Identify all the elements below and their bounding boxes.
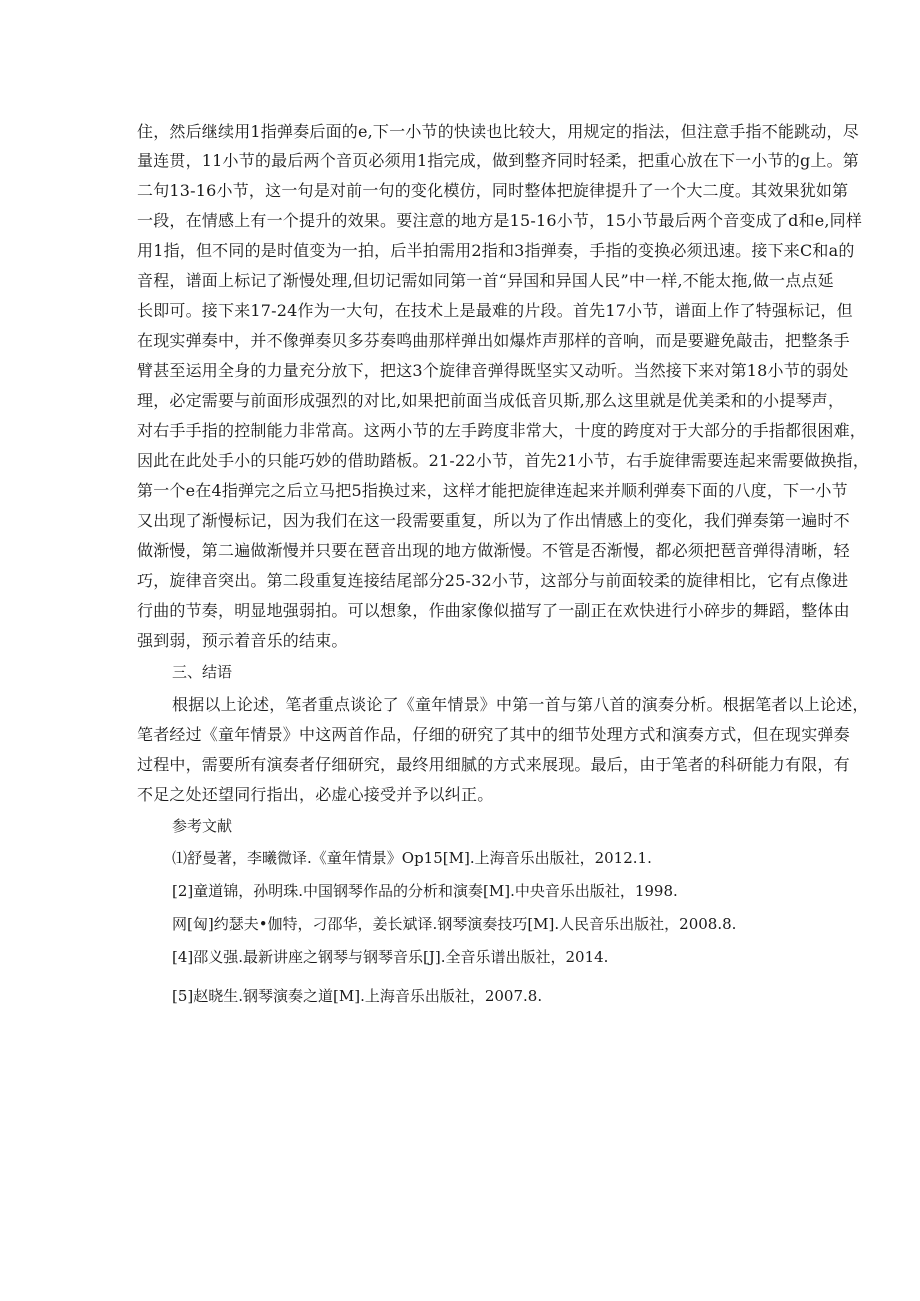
reference-item: ⑴舒曼著，李曦微译.《童年情景》Op15[M].上海音乐出版社，2012.1. bbox=[172, 849, 652, 867]
reference-item: [4]邵义强.最新讲座之钢琴与钢琴音乐[J].全音乐谱出版社，2014. bbox=[172, 948, 609, 966]
text-line: 在现实弹奏中，并不像弹奏贝多芬奏鸣曲那样弹出如爆炸声那样的音响，而是要避免敲击，把整条手 bbox=[137, 331, 850, 350]
section-heading-references: 参考文献 bbox=[172, 817, 233, 835]
text-line: 音程，谱面上标记了渐慢处理,但切记需如同第一首“异国和异国人民”中一样,不能太拖,做一点点延 bbox=[137, 271, 834, 290]
text-line: 行曲的节奏，明显地强弱拍。可以想象，作曲家像似描写了一副正在欢快进行小碎步的舞蹈，整体由 bbox=[137, 601, 850, 620]
text-line: 又出现了渐慢标记，因为我们在这一段需要重复，所以为了作出情感上的变化，我们弹奏第一遍时不 bbox=[137, 511, 850, 530]
text-line: 因此在此处手小的只能巧妙的借助踏板。21-22小节，首先21小节，右手旋律需要连起来需要做换指， bbox=[137, 451, 870, 470]
text-line: 巧，旋律音突出。第二段重复连接结尾部分25-32小节，这部分与前面较柔的旋律相比，它有点像进 bbox=[137, 571, 849, 590]
text-line: 臂甚至运用全身的力量充分放下，把这3个旋律音弹得既坚实又动听。当然接下来对第18小节的弱处 bbox=[137, 361, 849, 380]
text-line: 对右手手指的控制能力非常高。这两小节的左手跨度非常大，十度的跨度对于大部分的手指都很困难， bbox=[137, 421, 867, 440]
text-line: 长即可。接下来17-24作为一大句，在技术上是最难的片段。首先17小节，谱面上作了特强标记，但 bbox=[137, 301, 853, 320]
text-line: 笔者经过《童年情景》中这两首作品，仔细的研究了其中的细节处理方式和演奏方式，但在现实弹奏 bbox=[137, 725, 850, 744]
text-line: 不足之处还望同行指出，必虚心接受并予以纠正。 bbox=[137, 785, 494, 804]
text-line: 第一个e在4指弹完之后立马把5指换过来，这样才能把旋律连起来并顺利弹奏下面的八度，下一小节 bbox=[137, 481, 848, 500]
text-line: 二句13-16小节，这一句是对前一句的变化模仿，同时整体把旋律提升了一个大二度。其效果犹如第 bbox=[137, 181, 849, 200]
text-line: 住，然后继续用1指弹奏后面的e,下一小节的快读也比较大，用规定的指法，但注意手指不能跳动，尽 bbox=[137, 122, 859, 141]
section-heading-conclusion: 三、结语 bbox=[172, 663, 233, 681]
text-line: 用1指，但不同的是时值变为一拍，后半拍需用2指和3指弹奏，手指的变换必须迅速。接下来C和a的 bbox=[137, 241, 855, 260]
text-line: 根据以上论述，笔者重点谈论了《童年情景》中第一首与第八首的演奏分析。根据笔者以上论述， bbox=[172, 695, 869, 714]
text-line: 过程中，需要所有演奏者仔细研究，最终用细腻的方式来展现。最后，由于笔者的科研能力有限，有 bbox=[137, 755, 850, 774]
text-line: 一段，在情感上有一个提升的效果。要注意的地方是15-16小节，15小节最后两个音变成了d和e,同样 bbox=[137, 211, 863, 230]
text-line: 强到弱，预示着音乐的结束。 bbox=[137, 631, 348, 650]
reference-item: 网[匈]约瑟夫•伽特，刁邵华，姜长斌译.钢琴演奏技巧[M].人民音乐出版社，2008.8. bbox=[172, 915, 737, 933]
reference-item: [2]童道锦，孙明珠.中国钢琴作品的分析和演奏[M].中央音乐出版社，1998. bbox=[172, 882, 678, 900]
text-line: 理，必定需要与前面形成强烈的对比,如果把前面当成低音贝斯,那么这里就是优美柔和的小提琴声， bbox=[137, 391, 845, 410]
reference-item: [5]赵晓生.钢琴演奏之道[M].上海音乐出版社，2007.8. bbox=[172, 987, 543, 1005]
text-line: 做渐慢，第二遍做渐慢并只要在琶音出现的地方做渐慢。不管是否渐慢，都必须把琶音弹得清晰，轻 bbox=[137, 541, 850, 560]
text-line: 量连贯，11小节的最后两个音页必须用1指完成，做到整齐同时轻柔，把重心放在下一小节的g上。第 bbox=[137, 151, 859, 170]
